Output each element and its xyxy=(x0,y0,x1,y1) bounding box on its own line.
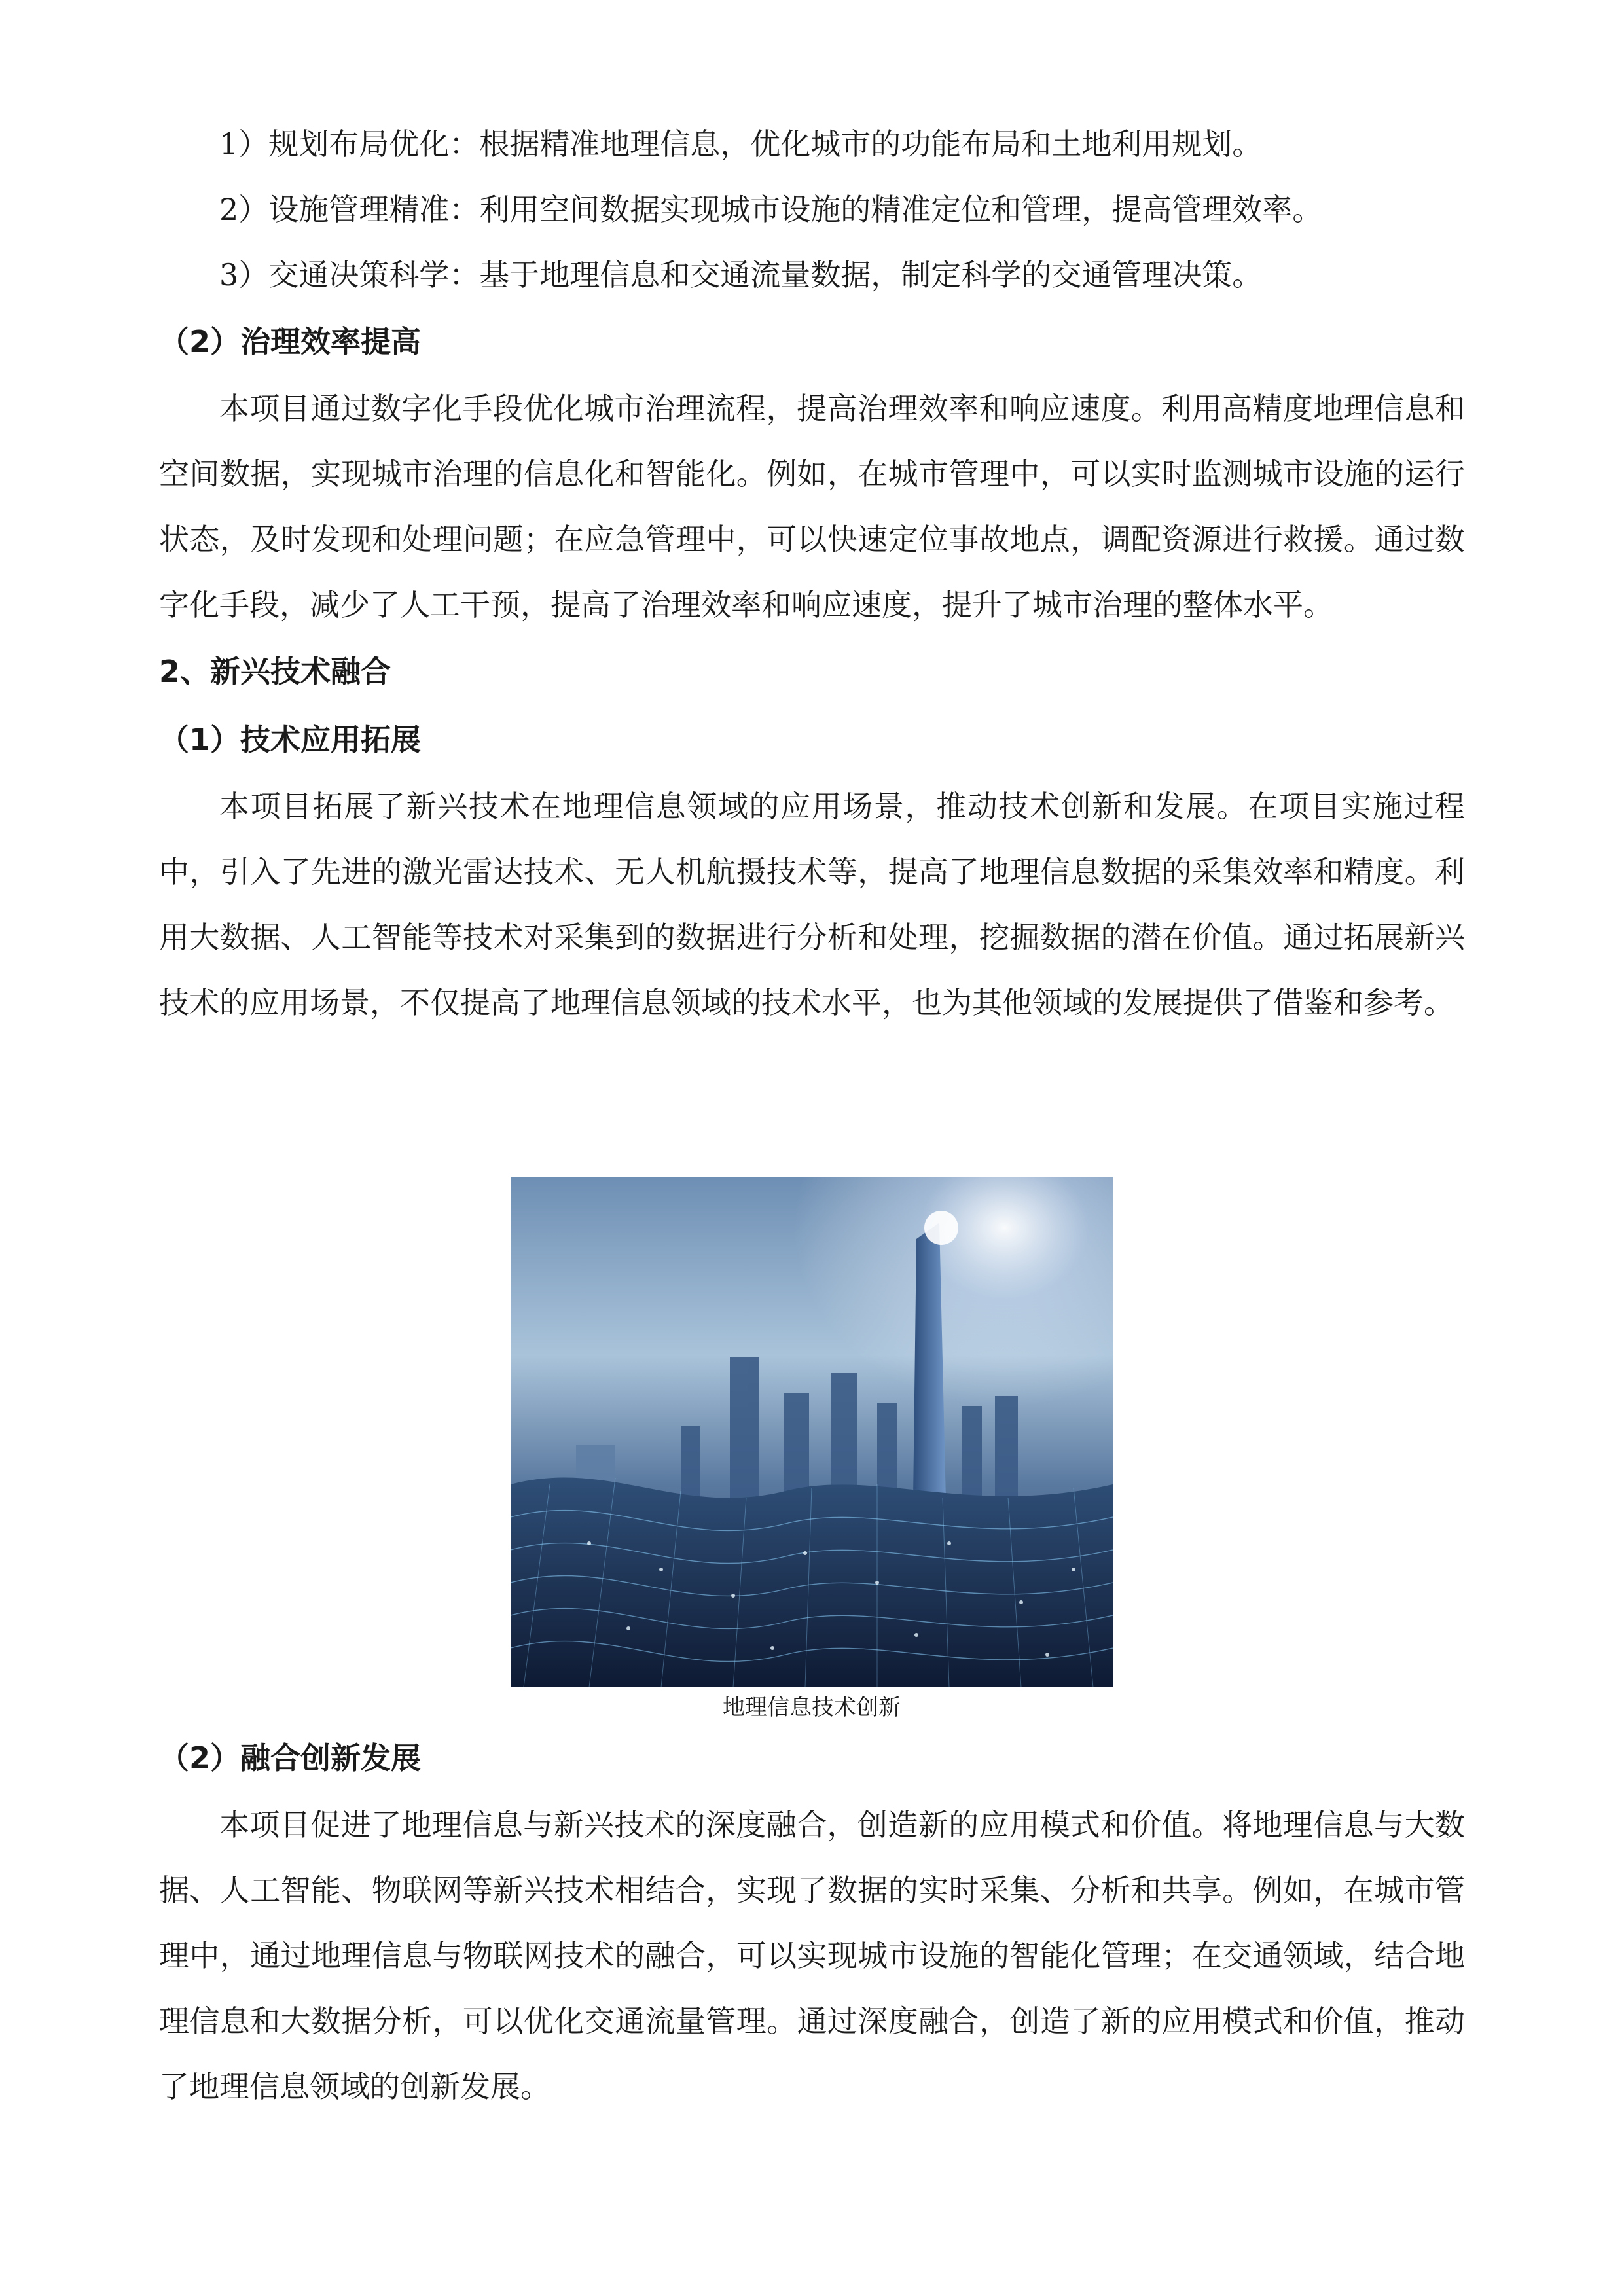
section-heading: （1）技术应用拓展 xyxy=(159,722,422,757)
list-item: 1）规划布局优化：根据精准地理信息，优化城市的功能布局和土地利用规划。 xyxy=(219,126,1263,162)
list-item: 3）交通决策科学：基于地理信息和交通流量数据，制定科学的交通管理决策。 xyxy=(219,257,1263,293)
bottom-section xyxy=(159,1724,1465,2119)
paragraph: 本项目促进了地理信息与新兴技术的深度融合，创造新的应用模式和价值。将地理信息与大数据、人工智能、物联网等新兴技术相结合，实现了数据的实时采集、分析和共享。例如，在城市管理中，通过地理信息与物联网技术的融合，可以实现城市设施的智能化管理；在交通领域，结合地理信息和大数据分析，可以优化交通流量管理。通过深度融合，创造了新的应用模式和价值，推动了地理信息领域的创新发展。 xyxy=(159,1807,1465,2104)
section-heading: （2）治理效率提高 xyxy=(159,324,422,359)
document-page xyxy=(159,111,1465,1035)
list-item: 2）设施管理精准：利用空间数据实现城市设施的精准定位和管理，提高管理效率。 xyxy=(219,192,1323,227)
section-heading: （2）融合创新发展 xyxy=(159,1740,422,1776)
paragraph: 本项目通过数字化手段优化城市治理流程，提高治理效率和响应速度。利用高精度地理信息和空间数据，实现城市治理的信息化和智能化。例如，在城市管理中，可以实时监测城市设施的运行状态，及时发现和处理问题；在应急管理中，可以快速定位事故地点，调配资源进行救援。通过数字化手段，减少了人工干预，提高了治理效率和响应速度，提升了城市治理的整体水平。 xyxy=(159,391,1465,622)
paragraph: 本项目拓展了新兴技术在地理信息领域的应用场景，推动技术创新和发展。在项目实施过程中，引入了先进的激光雷达技术、无人机航摄技术等，提高了地理信息数据的采集效率和精度。利用大数据、人工智能等技术对采集到的数据进行分析和处理，挖掘数据的潜在价值。通过拓展新兴技术的应用场景，不仅提高了地理信息领域的技术水平，也为其他领域的发展提供了借鉴和参考。 xyxy=(159,789,1465,1020)
figure-caption: 地理信息技术创新 xyxy=(723,1695,901,1721)
city-tech-image xyxy=(511,1177,1113,1687)
section-heading: 2、新兴技术融合 xyxy=(159,654,391,689)
